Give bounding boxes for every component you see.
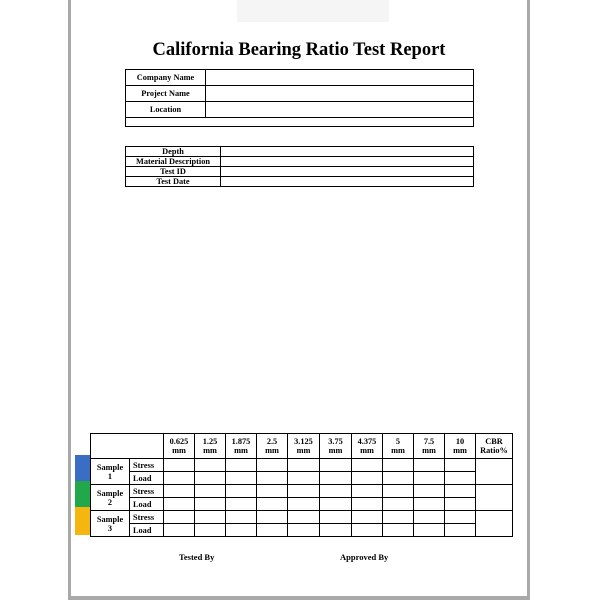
col-header: 5 mm [383, 434, 414, 459]
data-cell[interactable] [288, 498, 320, 511]
project-info-table [125, 69, 474, 127]
col-header: 1.875 mm [226, 434, 257, 459]
header-corner-cell [91, 434, 164, 459]
data-cell[interactable] [445, 524, 476, 537]
col-header: 1.25 mm [195, 434, 226, 459]
col-header: 2.5 mm [257, 434, 288, 459]
data-cell[interactable] [414, 459, 445, 472]
data-cell[interactable] [164, 485, 195, 498]
location-value[interactable] [206, 102, 474, 118]
data-cell[interactable] [445, 459, 476, 472]
tested-by-label: Tested By [179, 552, 215, 562]
data-cell[interactable] [320, 511, 352, 524]
data-cell[interactable] [352, 485, 383, 498]
col-header: 7.5 mm [414, 434, 445, 459]
sample-2-label: Sample 2 [91, 485, 130, 511]
data-cell[interactable] [288, 524, 320, 537]
data-cell[interactable] [383, 485, 414, 498]
data-cell[interactable] [195, 511, 226, 524]
data-cell[interactable] [288, 485, 320, 498]
data-cell[interactable] [257, 472, 288, 485]
data-cell[interactable] [320, 524, 352, 537]
cbr-ratio-cell[interactable] [476, 511, 513, 537]
col-header: 3.125 mm [288, 434, 320, 459]
data-cell[interactable] [195, 459, 226, 472]
col-header: 3.75 mm [320, 434, 352, 459]
row-type-load: Load [130, 524, 164, 537]
data-cell[interactable] [257, 459, 288, 472]
data-cell[interactable] [164, 524, 195, 537]
material-description-label: Material Description [126, 157, 221, 167]
test-date-value[interactable] [221, 177, 474, 187]
cbr-results-table [90, 433, 513, 537]
top-tab [237, 0, 389, 22]
data-cell[interactable] [226, 472, 257, 485]
data-cell[interactable] [383, 498, 414, 511]
row-type-load: Load [130, 472, 164, 485]
location-label: Location [126, 102, 206, 118]
data-cell[interactable] [226, 524, 257, 537]
data-cell[interactable] [226, 459, 257, 472]
project-info-blank-row [126, 118, 474, 127]
col-header: 4.375 mm [352, 434, 383, 459]
depth-value[interactable] [221, 147, 474, 157]
sample-3-color-bar [75, 507, 90, 535]
data-cell[interactable] [352, 472, 383, 485]
data-cell[interactable] [383, 524, 414, 537]
data-cell[interactable] [257, 485, 288, 498]
data-cell[interactable] [288, 472, 320, 485]
test-id-label: Test ID [126, 167, 221, 177]
data-cell[interactable] [445, 472, 476, 485]
data-cell[interactable] [226, 485, 257, 498]
cbr-ratio-cell[interactable] [476, 459, 513, 485]
sample-2-color-bar [75, 481, 90, 507]
data-cell[interactable] [195, 524, 226, 537]
data-cell[interactable] [383, 511, 414, 524]
test-id-value[interactable] [221, 167, 474, 177]
sample-3-label: Sample 3 [91, 511, 130, 537]
data-cell[interactable] [195, 485, 226, 498]
data-cell[interactable] [445, 485, 476, 498]
approved-by-label: Approved By [340, 552, 389, 562]
sample-1-label: Sample 1 [91, 459, 130, 485]
cbr-ratio-cell[interactable] [476, 485, 513, 511]
material-description-value[interactable] [221, 157, 474, 167]
col-header-cbr: CBR Ratio% [476, 434, 513, 459]
page-border-right [527, 0, 530, 600]
row-type-stress: Stress [130, 511, 164, 524]
data-cell[interactable] [226, 498, 257, 511]
page-border-left [68, 0, 71, 600]
data-cell[interactable] [445, 511, 476, 524]
data-cell[interactable] [352, 459, 383, 472]
data-cell[interactable] [164, 511, 195, 524]
data-cell[interactable] [320, 459, 352, 472]
data-cell[interactable] [164, 459, 195, 472]
row-type-stress: Stress [130, 459, 164, 472]
company-name-value[interactable] [206, 70, 474, 86]
col-header: 0.625 mm [164, 434, 195, 459]
test-date-label: Test Date [126, 177, 221, 187]
material-info-table [125, 146, 474, 187]
page-border-bottom [68, 596, 530, 600]
data-cell[interactable] [414, 498, 445, 511]
data-cell[interactable] [195, 472, 226, 485]
data-cell[interactable] [320, 498, 352, 511]
data-cell[interactable] [226, 511, 257, 524]
data-cell[interactable] [164, 472, 195, 485]
project-name-label: Project Name [126, 86, 206, 102]
data-cell[interactable] [352, 511, 383, 524]
data-cell[interactable] [352, 498, 383, 511]
data-cell[interactable] [414, 472, 445, 485]
data-cell[interactable] [257, 498, 288, 511]
data-cell[interactable] [320, 472, 352, 485]
row-type-load: Load [130, 498, 164, 511]
data-cell[interactable] [352, 524, 383, 537]
sample-1-color-bar [75, 455, 90, 481]
row-type-stress: Stress [130, 485, 164, 498]
depth-label: Depth [126, 147, 221, 157]
data-cell[interactable] [288, 511, 320, 524]
company-name-label: Company Name [126, 70, 206, 86]
data-cell[interactable] [414, 524, 445, 537]
col-header: 10 mm [445, 434, 476, 459]
data-cell[interactable] [383, 472, 414, 485]
data-cell[interactable] [257, 524, 288, 537]
data-cell[interactable] [195, 498, 226, 511]
report-title: California Bearing Ratio Test Report [152, 40, 446, 60]
data-cell[interactable] [164, 498, 195, 511]
data-cell[interactable] [414, 485, 445, 498]
project-name-value[interactable] [206, 86, 474, 102]
data-cell[interactable] [320, 485, 352, 498]
data-cell[interactable] [383, 459, 414, 472]
data-cell[interactable] [257, 511, 288, 524]
data-cell[interactable] [414, 511, 445, 524]
data-cell[interactable] [445, 498, 476, 511]
data-cell[interactable] [288, 459, 320, 472]
